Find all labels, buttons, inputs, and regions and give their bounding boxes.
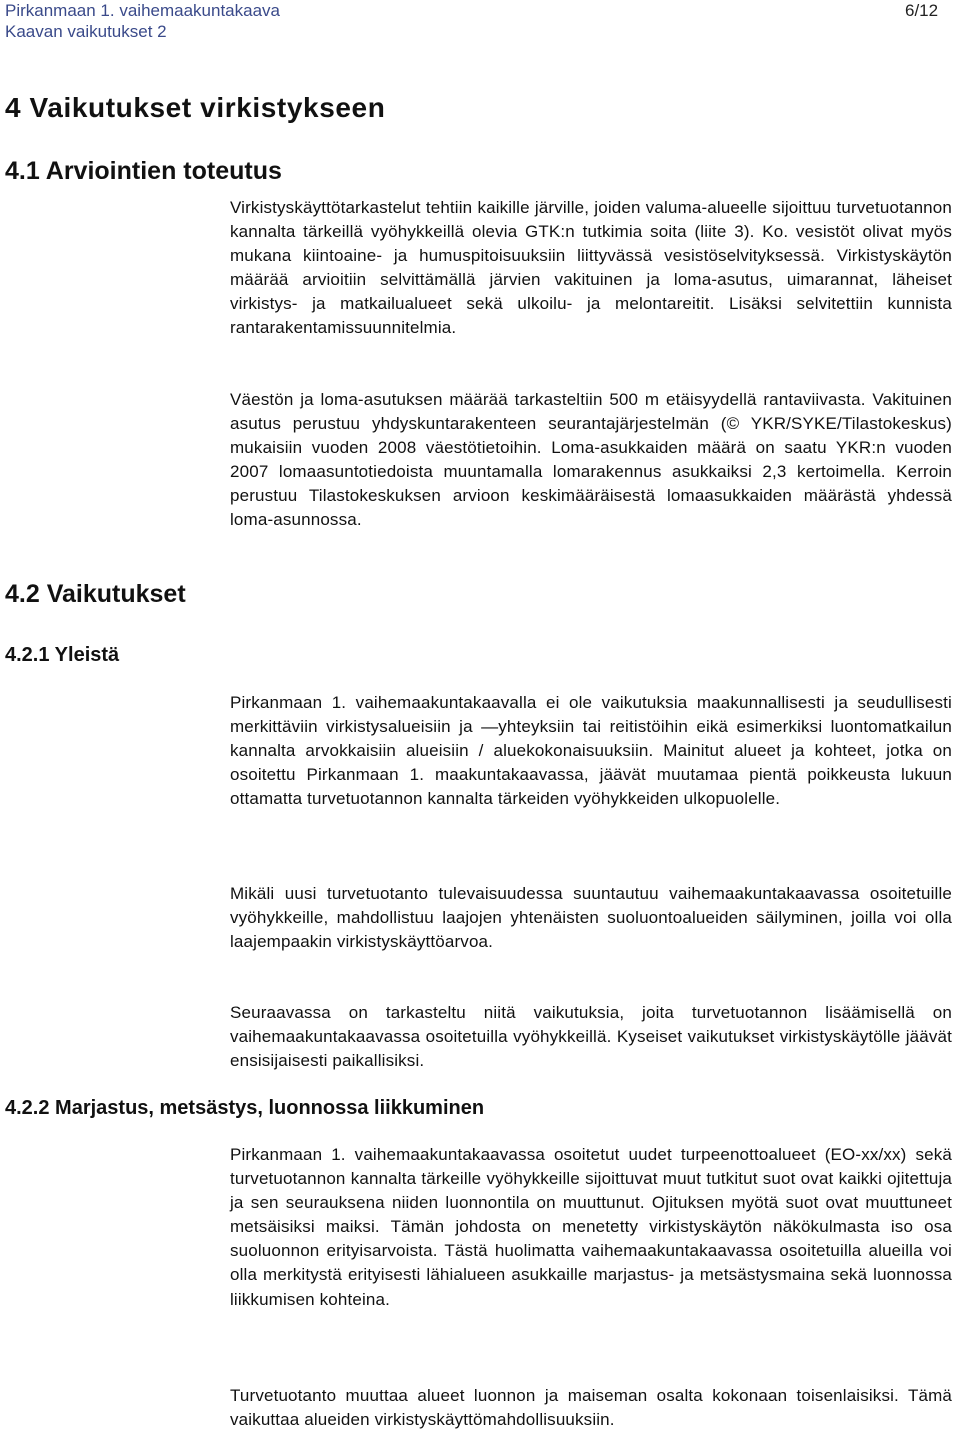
heading-4-2-1: 4.2.1 Yleistä <box>5 644 120 666</box>
heading-4: 4 Vaikutukset virkistykseen <box>5 92 386 123</box>
heading-4-2-2: 4.2.2 Marjastus, metsästys, luonnossa liikkuminen <box>5 1097 485 1119</box>
page-number: 6/12 <box>905 1 939 20</box>
paragraph-3: Pirkanmaan 1. vaihemaakuntakaavalla ei ole vaikutuksia maakunnallisesti ja seudullisesti merkittäviin virkistysalueisiin ja —yhteyksiin tai reitistöihin eikä esimerkiksi luontomatkailun kannalta arvokkaisiin alueisiin / aluekokonaisuuksiin. Mainitut alueet ja kohteet, jotka on osoitettu Pirkanmaan 1. maakuntakaavassa, jäävät muutamaa pientä poikkeusta lukuun ottamatta turvetuotannon kannalta tärkeiden vyöhykkeiden ulkopuolelle. <box>230 693 952 809</box>
paragraph-5: Seuraavassa on tarkasteltu niitä vaikutuksia, joita turvetuotannon lisäämisellä on vaihemaakuntakaavassa osoitetuilla vyöhykkeillä. Kyseiset vaikutukset virkistyskäytölle jäävät ensisijaisesti paikallisiksi. <box>230 1003 952 1071</box>
paragraph-2: Väestön ja loma-asutuksen määrää tarkasteltiin 500 m etäisyydellä rantaviivasta. Vakituinen asutus perustuu yhdyskuntarakenteen seurantajärjestelmän (© YKR/SYKE/Tilastokeskus) mukaisiin vuoden 2008 väestötietoihin. Loma-asukkaiden määrä on saatu YKR:n vuoden 2007 lomaasuntotiedoista muuntamalla lomarakennus asukkaiksi 2,3 kertoimella. Kerroin perustuu Tilastokeskuksen arvioon keskimääräisestä lomaasukkaiden määrästä yhdessä loma-asunnossa. <box>230 390 952 530</box>
paragraph-1: Virkistyskäyttötarkastelut tehtiin kaikille järville, joiden valuma-alueelle sijoittuu turvetuotannon kannalta tärkeillä vyöhykkeillä olevia GTK:n tutkimia soita (liite 3). Ko. vesistöt olivat myös mukana kiintoaine- ja humuspitoisuuksiin liittyvässä vesistöselvityksessä. Virkistyskäytön määrää arvioitiin selvittämällä järvien vakituinen ja loma-asutus, uimarannat, läheiset virkistys- ja matkailualueet sekä ulkoilu- ja melontareitit. Lisäksi selvitettiin kunnista rantarakentamissuunnitelmia. <box>230 198 952 338</box>
paragraph-4: Mikäli uusi turvetuotanto tulevaisuudessa suuntautuu vaihemaakuntakaavassa osoitetuille vyöhykkeille, mahdollistuu laajojen yhtenäisten suoluontoalueiden säilyminen, joilla voi olla laajempaakin virkistyskäyttöarvoa. <box>230 884 952 952</box>
document-subtitle: Kaavan vaikutukset 2 <box>5 22 167 41</box>
heading-4-1: 4.1 Arviointien toteutus <box>5 157 282 185</box>
document-title: Pirkanmaan 1. vaihemaakuntakaava <box>5 1 280 20</box>
paragraph-6: Pirkanmaan 1. vaihemaakuntakaavassa osoitetut uudet turpeenottoalueet (EO-xx/xx) sekä turvetuotannon kannalta tärkeille vyöhykkeille sijoittuvat muut tutkitut suot ovat kaikki ojitettuja ja sen seurauksena niiden luonnontila on muuttunut. Ojituksen myötä suot ovat muuttuneet metsäisiksi maiksi. Tämän johdosta on menetetty virkistyskäytön näkökulmasta iso osa suoluonnon erityisarvoista. Tästä huolimatta vaihemaakuntakaavassa osoitetuilla alueilla voi olla merkitystä erityisesti lähialueen asukkaille marjastus- ja metsästysmaina sekä luonnossa liikkumisen kohteina. <box>230 1145 952 1309</box>
heading-4-2: 4.2 Vaikutukset <box>5 580 186 608</box>
paragraph-7: Turvetuotanto muuttaa alueet luonnon ja maiseman osalta kokonaan toisenlaisiksi. Tämä vaikuttaa alueiden virkistyskäyttömahdollisuuksiin. <box>230 1386 952 1430</box>
